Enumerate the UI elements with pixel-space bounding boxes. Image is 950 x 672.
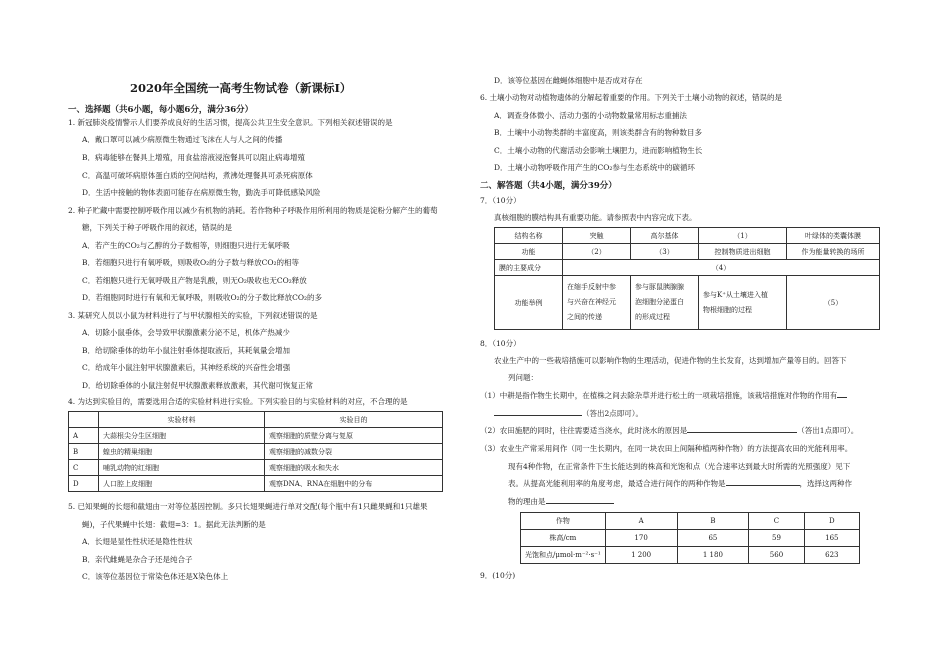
table-row: 功能举例 在缩手反射中参 与兴奋在神经元 之间的传递 参与豚鼠胰腺腺 泡细胞分泌蛋白 的形成过程 参与K⁺从土壤进入植 物根细胞的过程 （5）	[495, 276, 880, 330]
table-row: C 哺乳动物的红细胞 观察细胞的吸水和失水	[69, 460, 443, 476]
q8-intro-line2: 列问题：	[508, 373, 538, 382]
q1-stem: 1. 新冠肺炎疫情警示人们要养成良好的生活习惯，提高公共卫生安全意识。下列相关叙述错误的是	[68, 118, 393, 127]
page-title: 2020年全国统一高考生物试卷（新课标Ⅰ）	[130, 81, 352, 95]
answer-blank[interactable]	[726, 478, 800, 486]
q1-option-a: A．戴口罩可以减少病原微生物通过飞沫在人与人之间的传播	[82, 135, 283, 144]
answer-blank[interactable]	[546, 496, 614, 504]
q5-option-c: C．该等位基因位于常染色体还是X染色体上	[82, 572, 229, 581]
q5-option-a: A．长翅是显性性状还是隐性性状	[82, 537, 193, 546]
q3-option-d: D．给切除垂体的小鼠注射促甲状腺激素释放激素，其代谢可恢复正常	[82, 381, 314, 390]
table-row: 光饱和点/μmol·m⁻²·s⁻¹ 1 200 1 180 560 623	[521, 547, 860, 564]
q8-sub1-line2: （答出2点即可）。	[494, 408, 643, 419]
q8-table	[520, 512, 860, 564]
q2-option-c: C．若细胞只进行无氧呼吸且产物是乳酸，则无O₂吸收也无CO₂释放	[82, 276, 307, 285]
q4-stem: 4. 为达到实验目的，需要选用合适的实验材料进行实验。下列实验目的与实验材料的对应，不合理的是	[68, 397, 408, 406]
q1-option-b: B．病毒能够在餐具上增殖，用食盐溶液浸泡餐具可以阻止病毒增殖	[82, 153, 306, 162]
section-answer-heading: 二、解答题（共4小题，满分39分）	[480, 181, 617, 191]
q3-option-c: C．给成年小鼠注射甲状腺激素后，其神经系统的兴奋性会增强	[82, 363, 291, 372]
q6-option-a: A．调查身体微小、活动力强的小动物数量常用标志重捕法	[494, 111, 687, 120]
answer-blank[interactable]	[837, 390, 847, 398]
table-row: A 大蒜根尖分生区细胞 观察细胞的质壁分离与复原	[69, 428, 443, 444]
q8-sub1-line1: （1）中耕是指作物生长期中，在植株之间去除杂草并进行松土的一项栽培措施，该栽培措施对作物的作用有	[480, 390, 847, 401]
q2-option-d: D．若细胞同时进行有氧和无氧呼吸，则吸收O₂的分子数比释放CO₂的多	[82, 293, 323, 302]
q4-table-header: 实验材料 实验目的	[69, 412, 443, 428]
q3-option-a: A．切除小鼠垂体，会导致甲状腺激素分泌不足，机体产热减少	[82, 328, 290, 337]
q7-stem: 真核细胞的膜结构具有重要功能。请参照表中内容完成下表。	[494, 213, 697, 222]
q3-stem: 3. 某研究人员以小鼠为材料进行了与甲状腺相关的实验，下列叙述错误的是	[68, 311, 318, 320]
q8-sub3-line1: （3）农业生产常采用间作（同一生长期内，在同一块农田上间隔种植两种作物）的方法提高农田的光能利用率。	[480, 444, 853, 453]
q7-table-header: 结构名称 突触 高尔基体 （1） 叶绿体的类囊体膜	[495, 228, 880, 244]
q6-stem: 6. 土壤小动物对动植物遗体的分解起着重要的作用。下列关于土壤小动物的叙述，错误的是	[480, 93, 783, 102]
q7-number: 7．（10分）	[480, 196, 521, 205]
q1-option-d: D．生活中接触的物体表面可能存在病原微生物，勤洗手可降低感染风险	[82, 188, 321, 197]
q6-option-c: C．土壤小动物的代谢活动会影响土壤肥力，进而影响植物生长	[494, 146, 703, 155]
table-row: 株高/cm 170 65 59 165	[521, 530, 860, 547]
q8-sub2: （2）农田施肥的同时，往往需要适当浇水，此时浇水的原因是 （答出1点即可）。	[480, 426, 859, 435]
q2-stem-line2: 糖，下列关于种子呼吸作用的叙述，错误的是	[82, 223, 232, 232]
q8-table-header: 作物 A B C D	[521, 513, 860, 530]
q8-sub3-line2: 现有4种作物，在正常条件下生长能达到的株高和光饱和点（光合速率达到最大时所需的光照强度）见下	[508, 462, 851, 471]
q6-option-d: D．土壤小动物呼吸作用产生的CO₂参与生态系统中的碳循环	[494, 163, 695, 172]
table-row: D 人口腔上皮细胞 观察DNA、RNA在细胞中的分布	[69, 476, 443, 492]
q5-option-b: B．亲代雌蝇是杂合子还是纯合子	[82, 555, 193, 564]
q7-table	[494, 227, 880, 330]
q2-stem-line1: 2. 种子贮藏中需要控制呼吸作用以减少有机物的消耗。若作物种子呼吸作用所利用的物质是淀粉分解产生的葡萄	[68, 206, 438, 215]
q8-intro-line1: 农业生产中的一些栽培措施可以影响作物的生理活动，促进作物的生长发育，达到增加产量等目的。回答下	[494, 356, 847, 365]
table-row: B 蝗虫的精巢细胞 观察细胞的减数分裂	[69, 444, 443, 460]
q4-table	[68, 411, 443, 492]
q8-sub3-line3: 表。从提高光能利用率的角度考虑，最适合进行间作的两种作物是 ，选择这两种作	[508, 479, 852, 488]
answer-blank[interactable]	[494, 408, 582, 416]
q8-sub3-line4: 物的理由是	[508, 496, 614, 507]
q9-number: 9．(10分)	[480, 571, 516, 580]
q6-option-b: B．土壤中小动物类群的丰富度高，则该类群含有的物种数目多	[494, 128, 703, 137]
section-choice-heading: 一、选择题（共6小题，每小题6分，满分36分）	[68, 105, 254, 115]
q5-option-d: D．该等位基因在雌蝇体细胞中是否成对存在	[494, 76, 643, 85]
q5-stem-line2: 蝇)，子代果蝇中长翅：截翅=3：1。据此无法判断的是	[82, 520, 266, 529]
table-row: 膜的主要成分 （4）	[495, 260, 880, 276]
table-row: 功能 （2） （3） 控制物质进出细胞 作为能量转换的场所	[495, 244, 880, 260]
answer-blank[interactable]	[687, 425, 797, 433]
q2-option-b: B．若细胞只进行有氧呼吸，则吸收O₂的分子数与释放CO₂的相等	[82, 258, 300, 267]
q8-number: 8．（10分）	[480, 339, 521, 348]
q2-option-a: A．若产生的CO₂与乙醇的分子数相等，则细胞只进行无氧呼吸	[82, 241, 290, 250]
q5-stem-line1: 5. 已知果蝇的长翅和截翅由一对等位基因控制。多只长翅果蝇进行单对交配(每个瓶中有1只雌果蝇和1只雄果	[68, 502, 428, 511]
q1-option-c: C．高温可破坏病原体蛋白质的空间结构，煮沸处理餐具可杀死病原体	[82, 171, 313, 180]
q3-option-b: B．给切除垂体的幼年小鼠注射垂体提取液后，其耗氧量会增加	[82, 346, 291, 355]
